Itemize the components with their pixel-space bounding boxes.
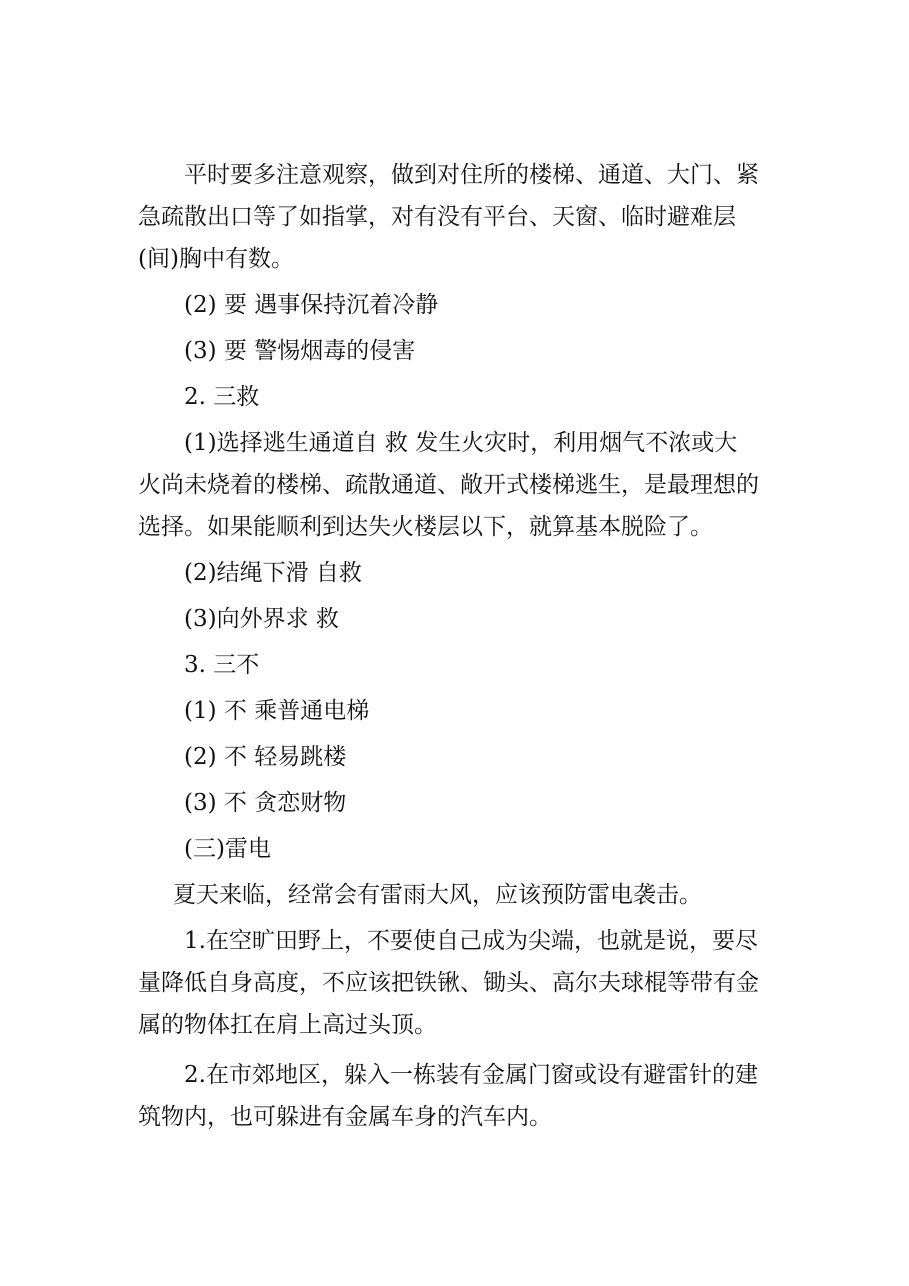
section-heading: 2. 三救 xyxy=(184,384,260,410)
paragraph-line: 量降低自身高度，不应该把铁锹、锄头、高尔夫球棍等带有金 xyxy=(138,970,759,996)
paragraph-line: (1)选择逃生通道自 救 发生火灾时，利用烟气不浓或大 xyxy=(184,430,738,456)
list-item: (3)向外界求 救 xyxy=(184,606,339,632)
section-heading: 3. 三不 xyxy=(184,652,260,678)
paragraph-line: 2.在市郊地区，躲入一栋装有金属门窗或设有避雷针的建 xyxy=(184,1062,758,1088)
list-item: (1) 不 乘普通电梯 xyxy=(184,698,370,724)
section-heading: (三)雷电 xyxy=(184,836,271,862)
paragraph-line: (间)胸中有数。 xyxy=(138,246,294,272)
list-item: (2) 不 轻易跳楼 xyxy=(184,744,347,770)
paragraph-line: 夏天来临，经常会有雷雨大风，应该预防雷电袭击。 xyxy=(173,882,702,908)
paragraph-line: 急疏散出口等了如指掌，对有没有平台、天窗、临时避难层 xyxy=(138,204,736,230)
list-item: (3) 要 警惕烟毒的侵害 xyxy=(184,338,416,364)
paragraph-line: 火尚未烧着的楼梯、疏散通道、敞开式楼梯逃生，是最理想的 xyxy=(138,472,759,498)
paragraph-line: 1.在空旷田野上，不要使自己成为尖端，也就是说，要尽 xyxy=(184,928,758,954)
list-item: (2)结绳下滑 自救 xyxy=(184,560,362,586)
document-body xyxy=(138,154,798,1138)
paragraph-line: 筑物内，也可躲进有金属车身的汽车内。 xyxy=(138,1104,552,1130)
paragraph-line: 平时要多注意观察，做到对住所的楼梯、通道、大门、紧 xyxy=(184,162,759,188)
list-item: (3) 不 贪恋财物 xyxy=(184,790,347,816)
paragraph-line: 属的物体扛在肩上高过头顶。 xyxy=(138,1012,437,1038)
paragraph-line: 选择。如果能顺利到达失火楼层以下，就算基本脱险了。 xyxy=(138,514,713,540)
list-item: (2) 要 遇事保持沉着冷静 xyxy=(184,292,439,318)
